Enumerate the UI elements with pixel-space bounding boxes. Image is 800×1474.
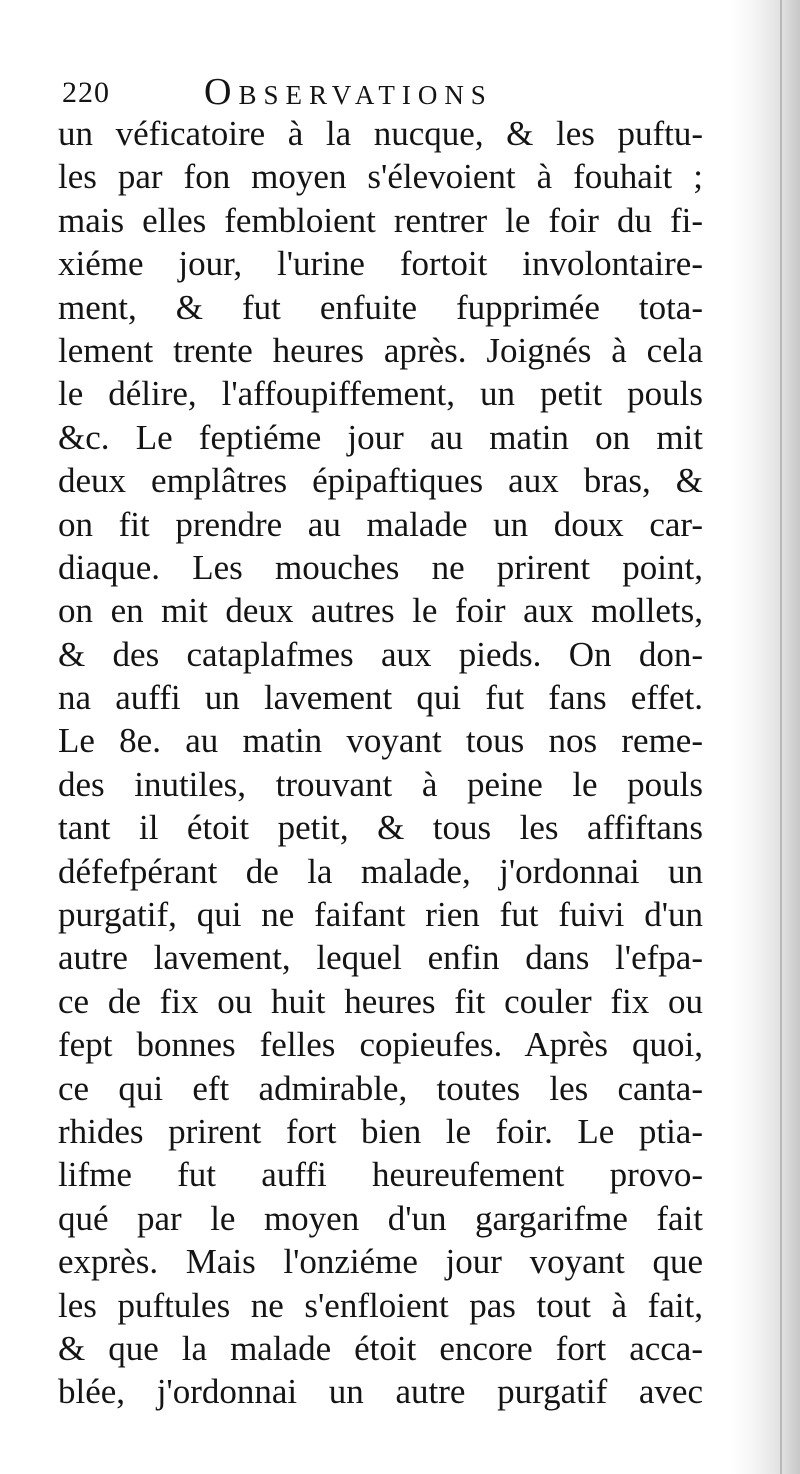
text-line: deux emplâtres épipaftiques aux bras, &	[58, 461, 703, 501]
text-line: qué par le moyen d'un gargarifme fait	[58, 1198, 703, 1238]
text-line: lifme fut auffi heureufement provo-	[58, 1155, 703, 1195]
text-line: & des cataplafmes aux pieds. On don-	[58, 634, 703, 674]
text-line: &c. Le feptiéme jour au matin on mit	[58, 417, 703, 457]
text-line: rhides prirent fort bien le foir. Le ptia-	[58, 1111, 703, 1151]
text-line: on en mit deux autres le foir aux mollets,	[58, 591, 703, 631]
text-line: fept bonnes felles copieufes. Après quoi,	[58, 1025, 703, 1065]
text-line: & que la malade étoit encore fort acca-	[58, 1328, 703, 1368]
text-line: les puftules ne s'enfloient pas tout à fait,	[58, 1285, 703, 1325]
text-line: exprès. Mais l'onziéme jour voyant que	[58, 1242, 703, 1282]
text-line: Le 8e. au matin voyant tous nos reme-	[58, 721, 703, 761]
text-line: on fit prendre au malade un doux car-	[58, 504, 703, 544]
text-line: un véficatoire à la nucque, & les puftu-	[58, 114, 703, 153]
text-line: ment, & fut enfuite fupprimée tota-	[58, 287, 703, 327]
text-line: ce de fix ou huit heures fit couler fix ou	[58, 981, 703, 1021]
text-line: autre lavement, lequel enfin dans l'efpa-	[58, 938, 703, 978]
text-line: des inutiles, trouvant à peine le pouls	[58, 764, 703, 804]
text-line: défefpérant de la malade, j'ordonnai un	[58, 851, 703, 891]
text-line: lement trente heures après. Joignés à cela	[58, 330, 703, 370]
text-line: blée, j'ordonnai un autre purgatif avec	[58, 1372, 703, 1412]
text-line: le délire, l'affoupiffement, un petit pouls	[58, 374, 703, 414]
text-line: purgatif, qui ne faifant rien fut fuivi d'un	[58, 895, 703, 935]
page-edge-line	[780, 0, 782, 1474]
text-line: mais elles fembloient rentrer le foir du fi-	[58, 200, 703, 240]
page-number: 220	[62, 76, 110, 109]
text-line: diaque. Les mouches ne prirent point,	[58, 547, 703, 587]
text-line: na auffi un lavement qui fut fans effet.	[58, 678, 703, 718]
text-line: ce qui eft admirable, toutes les canta-	[58, 1068, 703, 1108]
text-line: les par fon moyen s'élevoient à fouhait ;	[58, 157, 703, 197]
body-text	[58, 112, 703, 1414]
binding-shadow	[730, 0, 800, 1474]
text-line: xiéme jour, l'urine fortoit involontaire-	[58, 244, 703, 284]
text-line: tant il étoit petit, & tous les affiftans	[58, 808, 703, 848]
running-head: Observations	[204, 71, 493, 113]
